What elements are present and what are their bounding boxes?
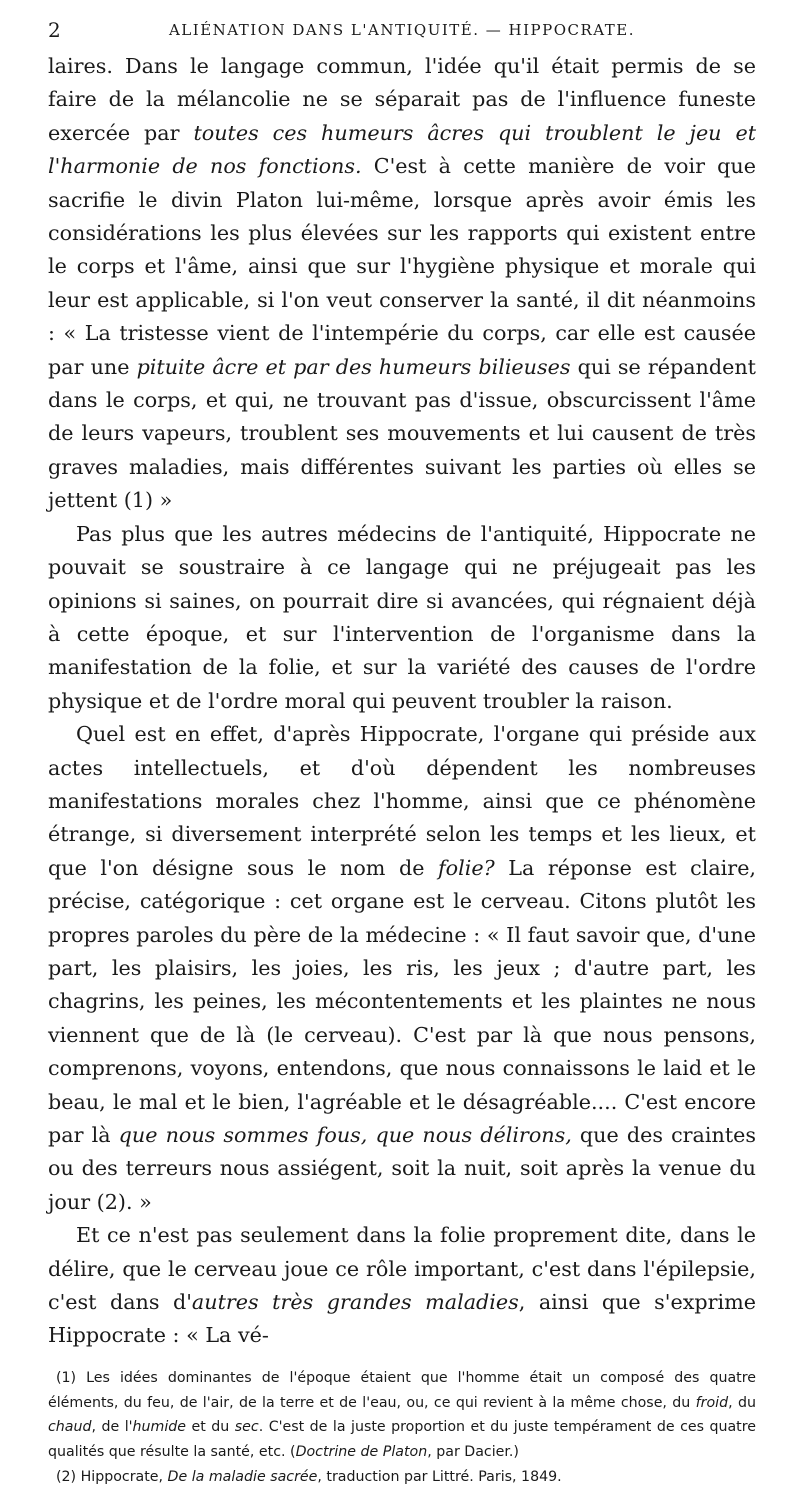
text-run: Pas plus que les autres médecins de l'antiquité, Hippocrate ne pouvait se soustraire à ce langage qui ne préjugeait pas les opinions si saines, on pourrait dire si avancées, qui régnaient déjà à cette époque, et sur l'intervention de l'organisme dans la manifestation de la folie, et sur la variété des causes de l'ordre physique et de l'ordre moral qui peuvent troubler la raison. — [48, 521, 756, 713]
text-run: Et ce n'est pas seulement dans la folie proprement dite, dans le délire, que le cerveau joue ce rôle important, c'est dans l'épilepsie, c'est dans d' — [48, 1223, 756, 1315]
text-run: (2) Hippocrate, — [56, 1468, 168, 1485]
italic-phrase: sec — [234, 1419, 259, 1436]
text-run: C'est à cette manière de voir que sacrifie le divin Platon lui-même, lorsque après avoir émis les considérations les plus élevées sur les rapports qui existent entre le corps et l'âme, ainsi que sur l'hygiène physique et morale qui leur est applicable, si l'on veut conserver la santé, il dit néanmoins : « La tristesse vient de l'intempérie du corps, car elle est causée par une — [48, 154, 756, 379]
italic-phrase: chaud — [48, 1419, 92, 1436]
paragraph — [48, 1219, 756, 1353]
italic-phrase: autres très grandes maladies — [191, 1290, 519, 1315]
footnotes — [48, 1366, 756, 1489]
italic-phrase: froid — [695, 1394, 729, 1411]
text-run: , ainsi que s'exprime Hippocrate : « La vé- — [48, 1290, 756, 1348]
text-run: que des craintes ou des terreurs nous assiégent, soit la nuit, soit après la venue du jour (2). » — [48, 1123, 756, 1214]
text-run: et du — [186, 1419, 235, 1436]
text-run: qui se répandent dans le corps, et qui, ne trouvant pas d'issue, obscurcissent l'âme de leurs vapeurs, troublent ses mouvements et lui causent de très graves maladies, mais différentes suivant les parties où elles se jettent (1) » — [48, 354, 756, 513]
text-run: (1) Les idées dominantes de l'époque étaient que l'homme était un composé des quatre éléments, du feu, de l'air, de la terre et de l'eau, ou, ce qui revient à la même chose, du — [48, 1369, 756, 1411]
italic-phrase: De la maladie sacrée — [167, 1468, 318, 1485]
paragraph — [48, 50, 756, 518]
text-run: laires. Dans le langage commun, l'idée qu'il était permis de se faire de la mélancolie ne se séparait pas de l'influence funeste exercée par — [48, 54, 756, 145]
footnote-1 — [48, 1366, 756, 1465]
text-run: , de l' — [91, 1419, 133, 1436]
footnote-2 — [48, 1465, 756, 1489]
page-number: 2 — [48, 18, 61, 42]
italic-phrase: Doctrine de Platon — [295, 1443, 428, 1460]
text-run: . C'est de la juste proportion et du juste tempérament de ces quatre qualités que résulte la santé, etc. ( — [48, 1419, 756, 1460]
italic-phrase: toutes ces humeurs âcres qui troublent le jeu et l'harmonie de nos fonctions. — [48, 120, 757, 179]
text-run: , du — [728, 1394, 756, 1411]
body-text — [48, 50, 756, 1353]
italic-phrase: pituite âcre et par des humeurs bilieuses — [136, 354, 571, 379]
running-title: ALIÉNATION DANS L'ANTIQUITÉ. — HIPPOCRATE. — [168, 21, 636, 39]
paragraph — [48, 518, 756, 718]
italic-phrase: folie? — [438, 855, 495, 880]
italic-phrase: humide — [132, 1419, 187, 1436]
text-run: , traduction par Littré. Paris, 1849. — [317, 1468, 562, 1485]
text-run: Quel est en effet, d'après Hippocrate, l'organe qui préside aux actes intellectuels, et d'où dépendent les nombreuses manifestations morales chez l'homme, ainsi que ce phénomène étrange, si diversement interprété selon les temps et les lieux, et que l'on désigne sous le nom de — [48, 722, 756, 880]
text-run: La réponse est claire, précise, catégorique : cet organe est le cerveau. Citons plutôt les propres paroles du père de la médecine : « Il faut savoir que, d'une part, les plaisirs, les joies, les ris, les jeux ; d'autre part, les chagrins, les peines, les mécontentements et les plaintes ne nous viennent que de là (le cerveau). C'est par là que nous pensons, comprenons, voyons, entendons, que nous connaissons le laid et le beau, le mal et le bien, l'agréable et le désagréable.... C'est encore par là — [48, 855, 757, 1147]
paragraph — [48, 718, 756, 1219]
text-run: , par Dacier.) — [427, 1443, 519, 1460]
page-header — [48, 18, 756, 50]
italic-phrase: que nous sommes fous, que nous délirons, — [118, 1123, 572, 1147]
